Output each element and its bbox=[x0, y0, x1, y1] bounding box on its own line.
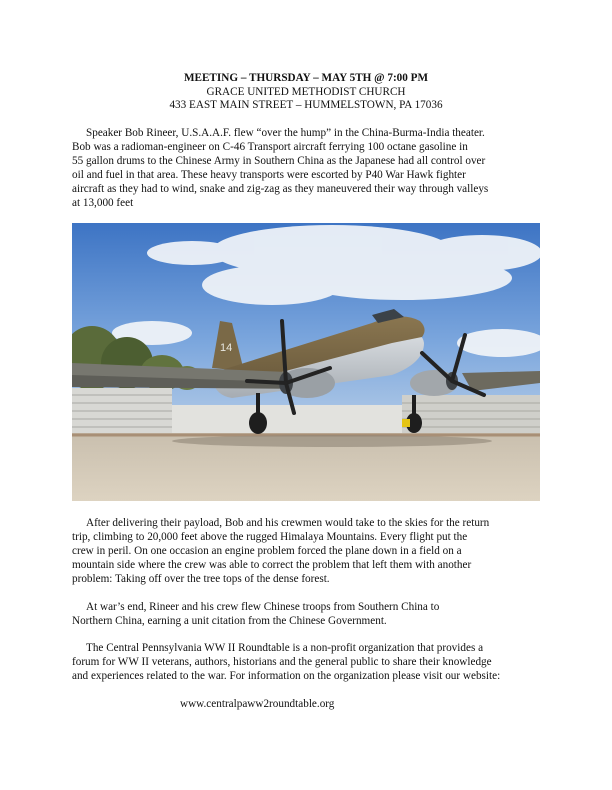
text-line: trip, climbing to 20,000 feet above the rugged Himalaya Mountains. Every flight put the bbox=[72, 531, 468, 544]
text-line: at 13,000 feet bbox=[72, 197, 134, 210]
speaker-paragraph bbox=[72, 126, 542, 211]
text-line: The Central Pennsylvania WW II Roundtable is a non-profit organization that provides a bbox=[86, 642, 484, 654]
website-link[interactable]: www.centralpaww2roundtable.org bbox=[180, 698, 335, 710]
text-line: Northern China, earning a unit citation from the Chinese Government. bbox=[72, 615, 387, 628]
meeting-header bbox=[0, 72, 612, 113]
text-line: After delivering their payload, Bob and his crewmen would take to the skies for the return bbox=[86, 517, 490, 529]
church-name-line: GRACE UNITED METHODIST CHURCH bbox=[206, 85, 406, 98]
meeting-date-line: MEETING – THURSDAY – MAY 5TH @ 7:00 PM bbox=[183, 72, 429, 84]
c46-aircraft-photo bbox=[72, 223, 540, 501]
tail-number: 14 bbox=[220, 342, 233, 354]
text-line: and experiences related to the war. For information on the organization please visit our website: bbox=[72, 670, 501, 683]
text-line: mountain side where the crew was able to correct the problem that left them with another bbox=[72, 559, 472, 572]
wars-end-paragraph bbox=[72, 600, 542, 628]
text-line: Bob was a radioman-engineer on C-46 Transport aircraft ferrying 100 octane gasoline in bbox=[72, 141, 468, 154]
text-line: 55 gallon drums to the Chinese Army in Southern China as the Japanese had all control over bbox=[72, 155, 486, 168]
roundtable-paragraph bbox=[72, 641, 542, 683]
text-line: oil and fuel in that area. These heavy transports were escorted by P40 War Hawk fighter bbox=[72, 169, 466, 182]
return-trip-paragraph bbox=[72, 516, 542, 586]
church-address-line: 433 EAST MAIN STREET – HUMMELSTOWN, PA 17036 bbox=[169, 99, 443, 112]
text-line: crew in peril. On one occasion an engine problem forced the plane down in a field on a bbox=[72, 545, 462, 558]
text-line: forum for WW II veterans, authors, historians and the general public to share their knowledge bbox=[72, 656, 492, 669]
text-line: Speaker Bob Rineer, U.S.A.A.F. flew “over the hump” in the China-Burma-India theater. bbox=[86, 127, 485, 139]
text-line: At war’s end, Rineer and his crew flew Chinese troops from Southern China to bbox=[86, 601, 440, 613]
text-line: aircraft as they had to wind, snake and zig-zag as they maneuvered their way through valleys bbox=[72, 183, 489, 196]
text-line: problem: Taking off over the tree tops of the dense forest. bbox=[72, 573, 330, 586]
